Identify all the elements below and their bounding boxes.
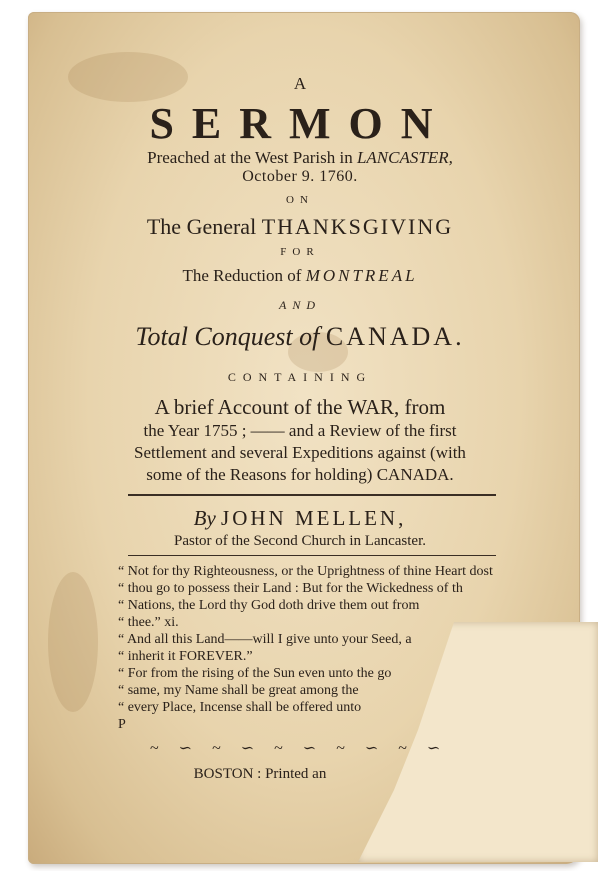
pastor-line: Pastor of the Second Church in Lancaster. [173, 533, 427, 549]
epigraph-line: “ Nations, the Lord thy God doth drive them out from [118, 598, 420, 613]
stain [48, 572, 98, 712]
divider-rule [128, 555, 496, 556]
canada-word: CANADA. [325, 322, 465, 351]
by-word: By [193, 506, 216, 530]
account-line-3: Settlement and several Expeditions against (with [134, 443, 466, 462]
epigraph-line: “ thee.” xi. [118, 615, 179, 630]
epigraph-line: “ thou go to possess their Land : But for the Wickedness of th [118, 581, 463, 596]
epigraph-line: “ every Place, Incense shall be offered unto [118, 700, 362, 715]
preached-line [0, 148, 600, 168]
conquest-line [0, 322, 600, 352]
date-line: October 9. 1760. [242, 168, 358, 185]
epigraph-line: “ inherit it FOREVER.” [118, 649, 253, 664]
account-line-1: A brief Account of the WAR, from [154, 395, 446, 419]
epigraph-line: “ For from the rising of the Sun even unto the go [118, 666, 392, 681]
place-name: LANCASTER, [356, 148, 453, 167]
epigraph-line: “ same, my Name shall be great among the [118, 683, 359, 698]
heading-a: A [293, 74, 307, 93]
for-line: FOR [280, 246, 320, 258]
epigraph-line: “ Not for thy Righteousness, or the Uprightness of thine Heart dost [118, 564, 493, 579]
epigraph-line: P [118, 717, 126, 732]
thanksgiving-line [0, 214, 600, 240]
general-prefix: The General [146, 214, 257, 239]
account-line-4: some of the Reasons for holding) CANADA. [146, 465, 454, 484]
and-line: AND [279, 298, 321, 312]
heading-sermon: SERMON [149, 99, 451, 148]
printers-ornament: ~ ∽ ~ ∽ ~ ∽ ~ ∽ ~ ∽ [150, 740, 449, 757]
thanksgiving-word: THANKSGIVING [261, 214, 454, 239]
imprint: BOSTON : Printed an [193, 766, 327, 782]
author-line [0, 506, 600, 531]
epigraph-line: “ And all this Land——will I give unto your Seed, a [118, 632, 412, 647]
author-name: JOHN MELLEN, [221, 506, 407, 530]
containing-line: CONTAINING [227, 370, 373, 384]
preached-prefix: Preached at the West Parish in [147, 148, 353, 167]
imprint-line [0, 766, 560, 783]
account-line-2: the Year 1755 ; —— and a Review of the first [143, 421, 457, 440]
on-line: ON [286, 194, 314, 206]
conquest-prefix: Total Conquest of [135, 322, 320, 351]
reduction-line [0, 266, 600, 286]
reduction-prefix: The Reduction of [182, 266, 302, 285]
divider-rule [128, 494, 496, 496]
montreal-word: MONTREAL [305, 266, 418, 285]
